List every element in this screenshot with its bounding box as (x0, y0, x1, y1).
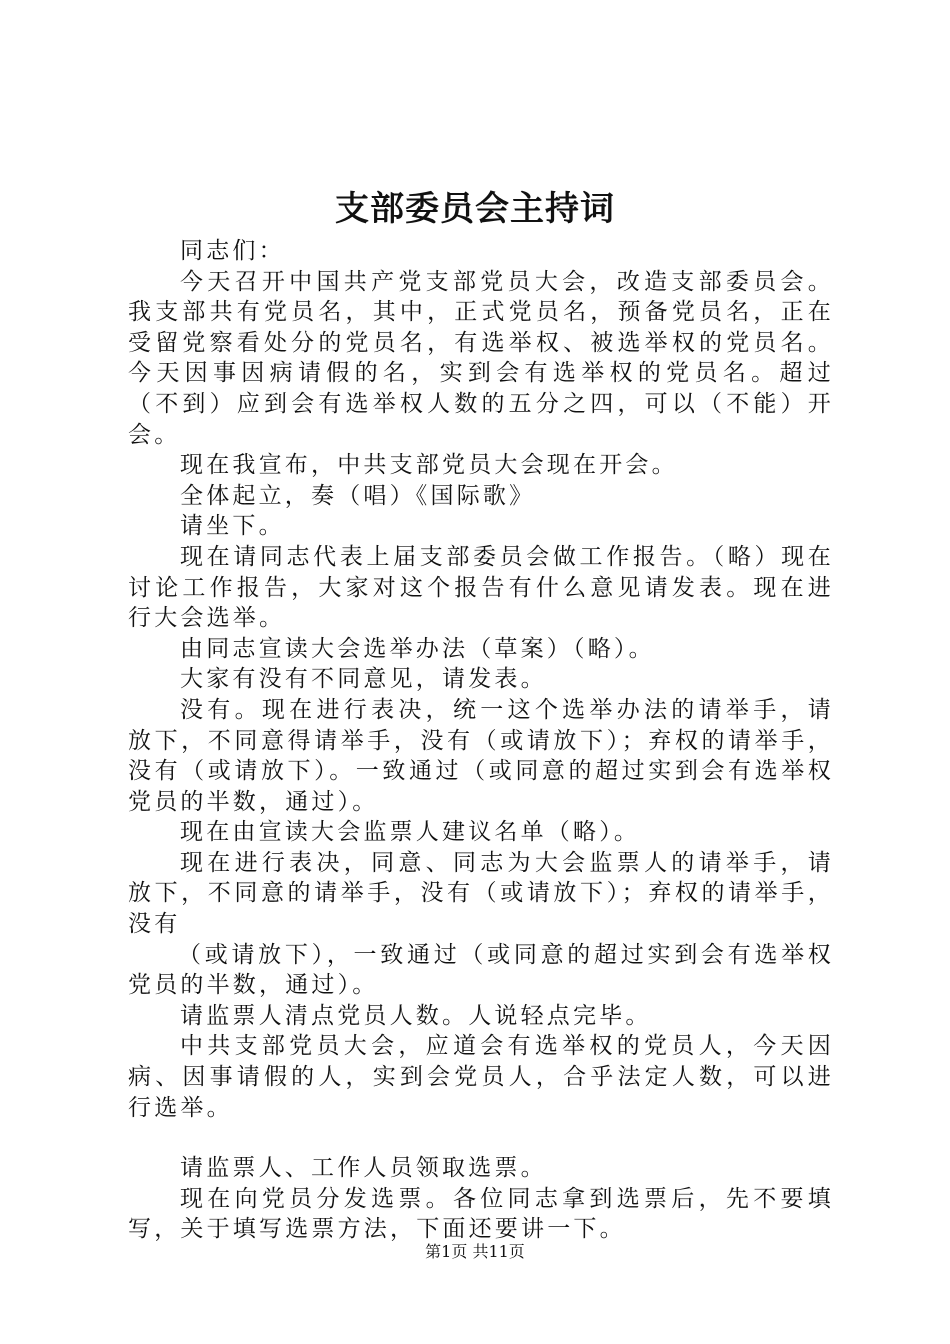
paragraph: 请监票人、工作人员领取选票。 (180, 1155, 547, 1182)
page-number-footer: 第1页 共11页 (425, 1242, 525, 1261)
paragraph: 请监票人清点党员人数。人说轻点完毕。 (180, 1002, 652, 1029)
document-title: 支部委员会主持词 (335, 189, 615, 229)
paragraph-greeting: 同志们： (180, 238, 285, 264)
paragraph: 今天召开中国共产党支部党员大会，改造支部委员会。我支部共有党员名，其中，正式党员名，预备党员名，正在受留党察看处分的党员名，有选举权、被选举权的党员名。今天因事因病请假的名，实到会有选举权的党员名。超过（不到）应到会有选举权人数的五分之四，可以（不能）开会。 (128, 268, 834, 448)
paragraph: 现在进行表决，同意、同志为大会监票人的请举手，请放下，不同意的请举手，没有（或请放下）；弃权的请举手，没有 (128, 849, 834, 938)
paragraph: 大家有没有不同意见，请发表。 (180, 666, 547, 693)
paragraph: 没有。现在进行表决，统一这个选举办法的请举手，请放下，不同意得请举手，没有（或请放下）；弃权的请举手，没有（或请放下）。一致通过（或同意的超过实到会有选举权党员的半数，通过）。 (128, 696, 834, 815)
paragraph: 现在由宣读大会监票人建议名单（略）。 (180, 819, 641, 846)
paragraph-continuation: （或请放下），一致通过（或同意的超过实到会有选举权党员的半数，通过）。 (128, 941, 834, 999)
paragraph: 现在我宣布，中共支部党员大会现在开会。 (180, 452, 678, 479)
paragraph: 由同志宣读大会选举办法（草案）（略）。 (180, 635, 655, 662)
document-body (128, 236, 834, 1245)
paragraph: 请坐下。 (180, 513, 285, 540)
paragraph: 全体起立，奏（唱）《国际歌》 (180, 482, 536, 509)
paragraph: 现在向党员分发选票。各位同志拿到选票后，先不要填写，关于填写选票方法，下面还要讲一下。 (128, 1185, 834, 1243)
paragraph: 现在请同志代表上届支部委员会做工作报告。（略）现在讨论工作报告，大家对这个报告有什么意见请发表。现在进行大会选举。 (128, 543, 834, 632)
paragraph: 中共支部党员大会，应道会有选举权的党员人，今天因病、因事请假的人，实到会党员人，合乎法定人数，可以进行选举。 (128, 1033, 834, 1121)
